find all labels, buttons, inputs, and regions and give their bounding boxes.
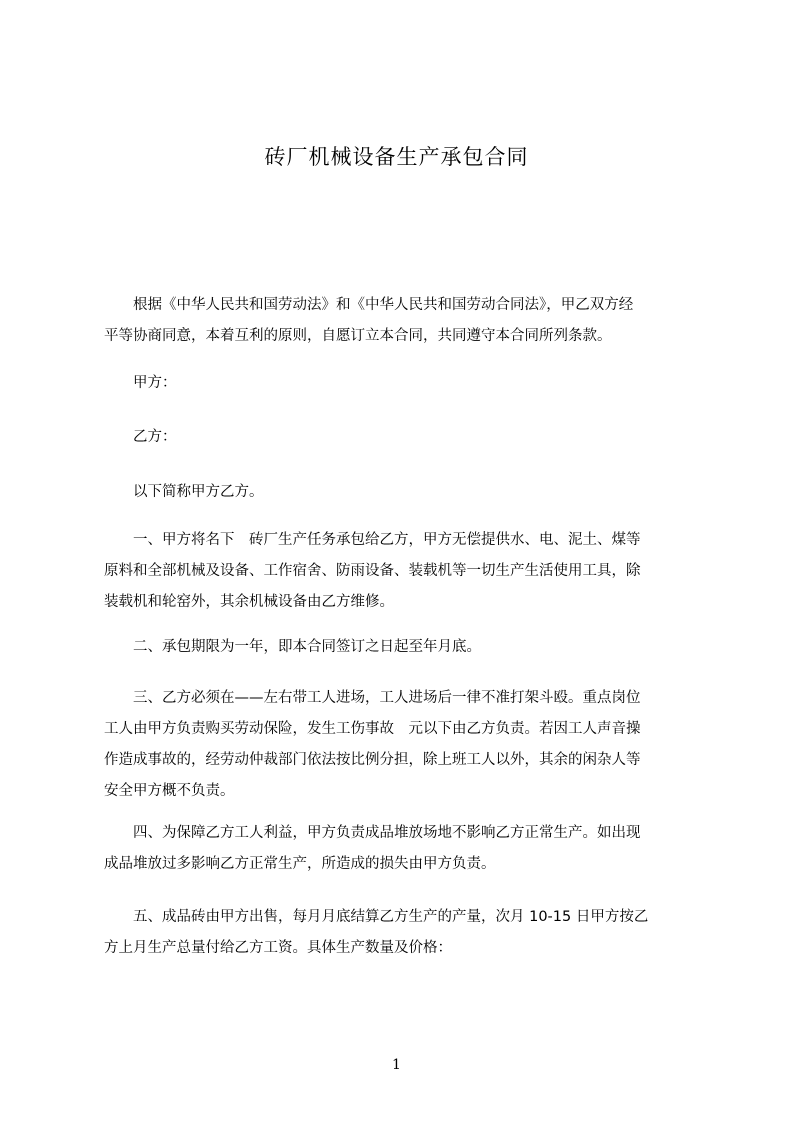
paragraph-line: 装载机和轮窑外，其余机械设备由乙方维修。: [104, 594, 394, 610]
document-title: 砖厂机械设备生产承包合同: [264, 145, 529, 169]
paragraph-line: 方上月生产总量付给乙方工资。具体生产数量及价格：: [104, 940, 452, 956]
paragraph-line: 根据《中华人民共和国劳动法》和《中华人民共和国劳动合同法》，甲乙双方经: [104, 297, 634, 313]
party-a-paragraph: [104, 368, 704, 399]
paragraph-line: 安全甲方概不负责。: [104, 783, 235, 799]
paragraph-line: 工人由甲方负责购买劳动保险，发生工伤事故 元以下由乙方负责。若因工人声音操: [104, 721, 641, 737]
clause-3-paragraph: [104, 683, 704, 807]
paragraph-line: 平等协商同意，本着互利的原则，自愿订立本合同，共同遵守本合同所列条款。: [104, 328, 612, 344]
paragraph-line: 原料和全部机械及设备、工作宿舍、防雨设备、装载机等一切生产生活使用工具，除: [104, 563, 641, 579]
paragraph-line: 二、承包期限为一年，即本合同签订之日起至年月底。: [104, 639, 481, 655]
clause-5-paragraph: [104, 902, 704, 964]
paragraph-line: 以下简称甲方乙方。: [104, 484, 264, 500]
page-number: 1: [392, 1057, 401, 1073]
abbreviation-paragraph: [104, 477, 704, 508]
paragraph-line: 四、为保障乙方工人利益，甲方负责成品堆放场地不影响乙方正常生产。如出现: [104, 825, 641, 841]
clause-2-paragraph: [104, 632, 704, 663]
paragraph-line: 甲方：: [104, 375, 177, 391]
party-b-paragraph: [104, 422, 704, 453]
paragraph-line: 一、甲方将名下 砖厂生产任务承包给乙方，甲方无偿提供水、电、泥土、煤等: [104, 532, 641, 548]
paragraph-line: 乙方：: [104, 429, 177, 445]
clause-1-paragraph: [104, 525, 704, 618]
paragraph-line: 五、成品砖由甲方出售，每月月底结算乙方生产的产量，次月 10-15 日甲方按乙: [104, 909, 649, 925]
paragraph-line: 三、乙方必须在——左右带工人进场，工人进场后一律不准打架斗殴。重点岗位: [104, 690, 641, 706]
paragraph-line: 成品堆放过多影响乙方正常生产，所造成的损失由甲方负责。: [104, 856, 496, 872]
clause-4-paragraph: [104, 818, 704, 880]
paragraph-line: 作造成事故的，经劳动仲裁部门依法按比例分担，除上班工人以外，其余的闲杂人等: [104, 752, 641, 768]
preamble-paragraph: [104, 290, 704, 352]
